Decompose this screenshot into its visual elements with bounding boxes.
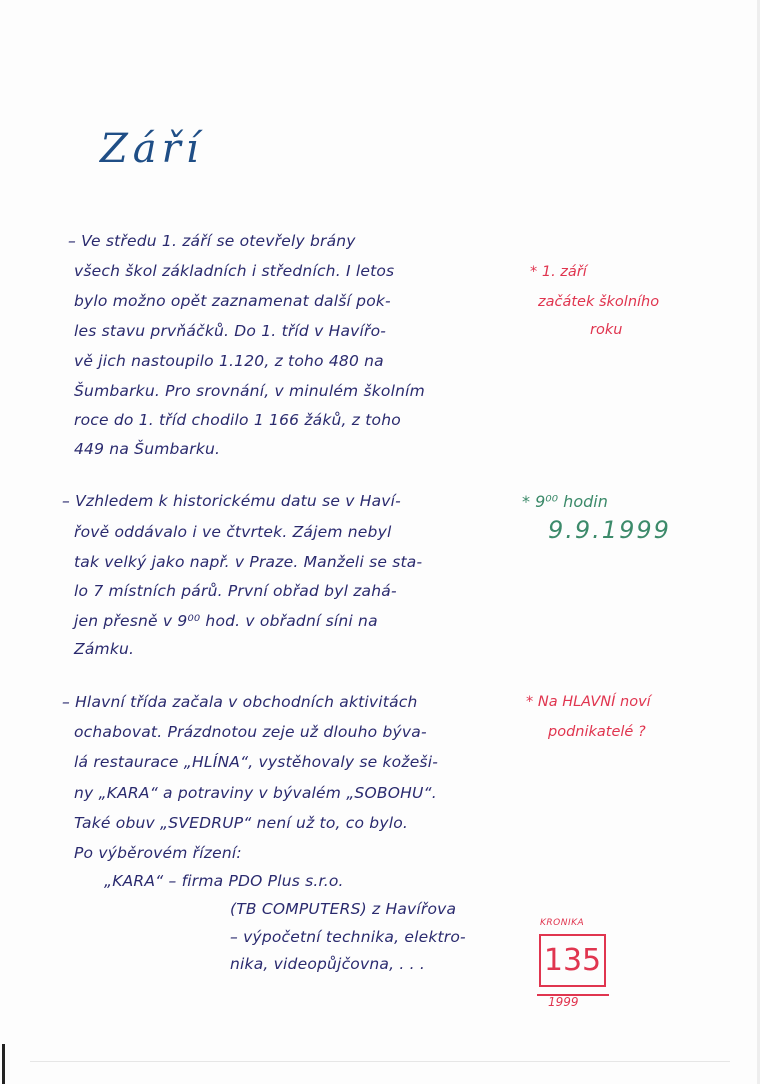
paragraph-3-line: Také obuv „SVEDRUP“ není už to, co bylo. bbox=[74, 814, 409, 832]
paragraph-1-line: všech škol základních i středních. I letos bbox=[74, 262, 395, 280]
paragraph-2-line: řově oddávalo i ve čtvrtek. Zájem nebyl bbox=[74, 523, 392, 541]
scan-edge bbox=[30, 1061, 730, 1062]
paragraph-1-line: Šumbarku. Pro srovnání, v minulém školním bbox=[74, 382, 425, 400]
paragraph-2-line: – Vzhledem k historickému datu se v Haví- bbox=[62, 492, 401, 510]
margin-note-date: * 9⁰⁰ hodin bbox=[522, 492, 608, 511]
paragraph-3-line: ochabovat. Prázdnotou zeje už dlouho býva- bbox=[74, 723, 427, 741]
scan-mark bbox=[2, 1044, 5, 1084]
paragraph-3-line: – výpočetní technika, elektro- bbox=[230, 928, 466, 946]
margin-note-date: 9.9.1999 bbox=[548, 516, 671, 544]
paragraph-3-line: (TB COMPUTERS) z Havířova bbox=[230, 900, 457, 918]
paragraph-1-line: les stavu prvňáčků. Do 1. tříd v Havířo- bbox=[74, 322, 387, 340]
paragraph-3-line: nika, videopůjčovna, . . . bbox=[230, 955, 425, 973]
page-number: 135 bbox=[543, 943, 602, 978]
paragraph-1-line: – Ve středu 1. září se otevřely brány bbox=[68, 232, 356, 250]
paragraph-3-line: Po výběrovém řízení: bbox=[74, 844, 242, 862]
paragraph-1-line: roce do 1. tříd chodilo 1 166 žáků, z toho bbox=[74, 411, 401, 429]
margin-note-school-start: roku bbox=[590, 322, 623, 338]
paragraph-1-line: bylo možno opět zaznamenat další pok- bbox=[74, 292, 391, 310]
paragraph-2-line: jen přesně v 9⁰⁰ hod. v obřadní síni na bbox=[74, 612, 378, 630]
stamp-year: 1999 bbox=[548, 995, 579, 1009]
stamp-label: KRONIKA bbox=[540, 918, 585, 928]
paragraph-3-line: – Hlavní třída začala v obchodních aktivitách bbox=[62, 693, 418, 711]
page-title: Září bbox=[100, 126, 204, 172]
margin-note-main-street: podnikatelé ? bbox=[548, 724, 646, 740]
paragraph-3-line: „KARA“ – firma PDO Plus s.r.o. bbox=[104, 872, 344, 890]
margin-note-school-start: * 1. září bbox=[530, 264, 587, 280]
paragraph-2-line: lo 7 místních párů. První obřad byl zahá- bbox=[74, 582, 397, 600]
paragraph-1-line: vě jich nastoupilo 1.120, z toho 480 na bbox=[74, 352, 384, 370]
page-number-stamp bbox=[539, 934, 606, 987]
paragraph-2-line: Zámku. bbox=[74, 640, 135, 658]
paragraph-3-line: lá restaurace „HLÍNA“, vystěhovaly se kožeši- bbox=[74, 753, 439, 771]
paragraph-1-line: 449 na Šumbarku. bbox=[74, 440, 221, 458]
margin-note-main-street: * Na HLAVNÍ noví bbox=[526, 694, 651, 710]
paragraph-3-line: ny „KARA“ a potraviny v bývalém „SOBOHU“. bbox=[74, 784, 437, 802]
paragraph-2-line: tak velký jako např. v Praze. Manželi se sta- bbox=[74, 553, 423, 571]
margin-note-school-start: začátek školního bbox=[538, 294, 660, 310]
